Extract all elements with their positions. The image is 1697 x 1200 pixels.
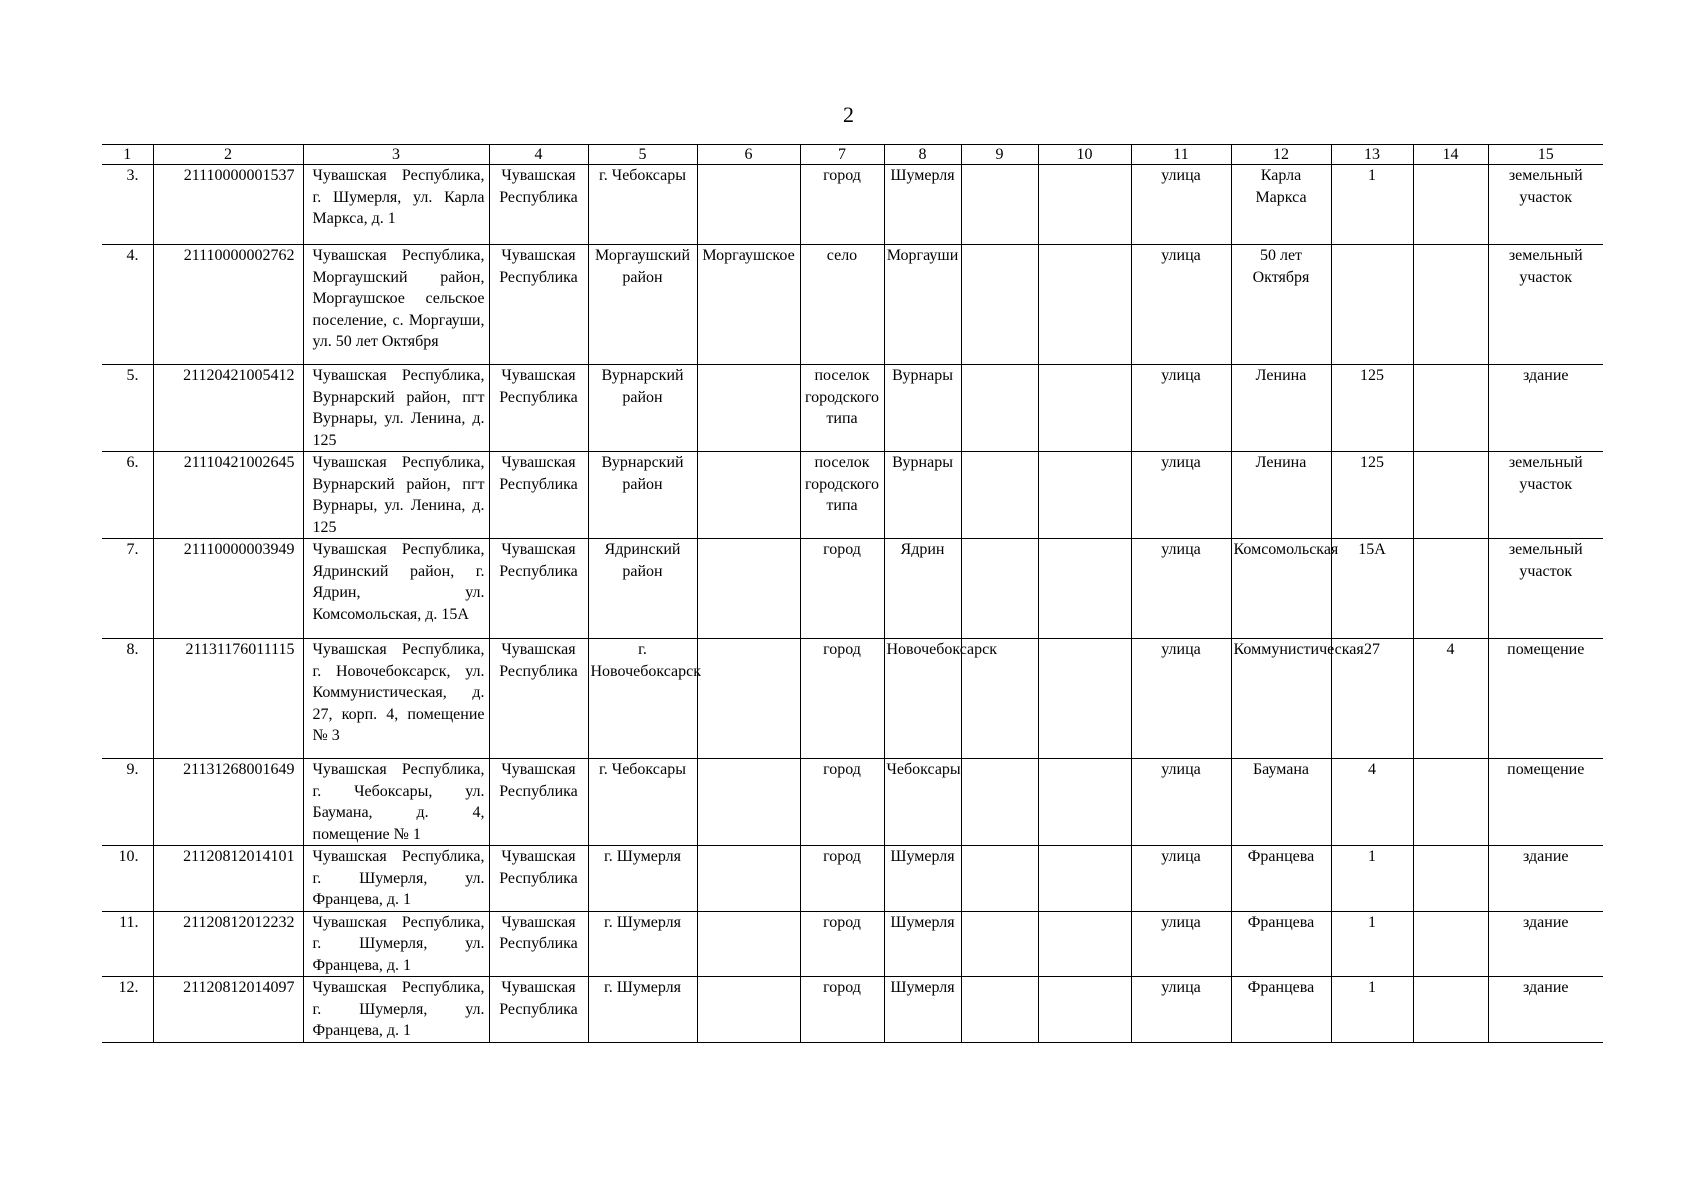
district-cell: г. Чебоксары — [588, 759, 697, 846]
locality-type-cell: город — [800, 977, 884, 1043]
column-number: 2 — [153, 145, 303, 165]
locality-name-cell: Шумерля — [884, 911, 961, 977]
settlement-cell — [697, 846, 800, 912]
street-name-cell: Баумана — [1231, 759, 1331, 846]
unit-number-cell — [1413, 452, 1488, 539]
street-name-cell: 50 лет Октября — [1231, 245, 1331, 365]
column-number: 9 — [961, 145, 1038, 165]
table-row — [102, 977, 1603, 1043]
row-number: 6. — [102, 452, 153, 539]
column-number: 8 — [884, 145, 961, 165]
table-row — [102, 165, 1603, 245]
settlement-cell — [697, 365, 800, 452]
full-address: Чувашская Республика, г. Чебоксары, ул. Баумана, д. 4, помещение № 1 — [303, 759, 489, 846]
table-row — [102, 911, 1603, 977]
street-name-cell: Комсомольская — [1231, 539, 1331, 639]
region-cell: Чувашская Республика — [489, 759, 588, 846]
column-10-cell — [1038, 846, 1131, 912]
locality-name-cell: Вурнары — [884, 365, 961, 452]
district-cell: г. Шумерля — [588, 846, 697, 912]
house-number-cell: 125 — [1331, 365, 1413, 452]
street-name-cell: Ленина — [1231, 365, 1331, 452]
object-code: 21120812014097 — [153, 977, 303, 1043]
object-type-cell: земельный участок — [1488, 539, 1603, 639]
column-10-cell — [1038, 977, 1131, 1043]
full-address: Чувашская Республика, г. Шумерля, ул. Карла Маркса, д. 1 — [303, 165, 489, 245]
object-type-cell: здание — [1488, 911, 1603, 977]
settlement-cell — [697, 639, 800, 759]
locality-type-cell: город — [800, 911, 884, 977]
column-9-cell — [961, 759, 1038, 846]
row-number: 9. — [102, 759, 153, 846]
full-address: Чувашская Республика, г. Новочебоксарск, ул. Коммунистическая, д. 27, корп. 4, помещение № 3 — [303, 639, 489, 759]
unit-number-cell — [1413, 977, 1488, 1043]
house-number-cell: 15А — [1331, 539, 1413, 639]
row-number: 4. — [102, 245, 153, 365]
column-number: 4 — [489, 145, 588, 165]
house-number-cell: 1 — [1331, 846, 1413, 912]
locality-name-cell: Новочебоксарск — [884, 639, 961, 759]
district-cell: г. Чебоксары — [588, 165, 697, 245]
column-10-cell — [1038, 452, 1131, 539]
street-type-cell: улица — [1131, 639, 1231, 759]
region-cell: Чувашская Республика — [489, 365, 588, 452]
street-name-cell: Карла Маркса — [1231, 165, 1331, 245]
street-name-cell: Францева — [1231, 911, 1331, 977]
district-cell: Вурнарский район — [588, 365, 697, 452]
house-number-cell: 1 — [1331, 165, 1413, 245]
region-cell: Чувашская Республика — [489, 539, 588, 639]
street-name-cell: Коммунистическая — [1231, 639, 1331, 759]
full-address: Чувашская Республика, Ядринский район, г. Ядрин, ул. Комсомольская, д. 15А — [303, 539, 489, 639]
column-number: 12 — [1231, 145, 1331, 165]
row-number: 12. — [102, 977, 153, 1043]
region-cell: Чувашская Республика — [489, 977, 588, 1043]
table-row — [102, 245, 1603, 365]
object-code: 21120812012232 — [153, 911, 303, 977]
column-number: 3 — [303, 145, 489, 165]
house-number-cell: 125 — [1331, 452, 1413, 539]
column-number: 7 — [800, 145, 884, 165]
column-number: 10 — [1038, 145, 1131, 165]
settlement-cell — [697, 165, 800, 245]
object-type-cell: здание — [1488, 846, 1603, 912]
object-type-cell: помещение — [1488, 759, 1603, 846]
unit-number-cell — [1413, 911, 1488, 977]
district-cell: г. Новочебоксарск — [588, 639, 697, 759]
unit-number-cell — [1413, 365, 1488, 452]
house-number-cell: 1 — [1331, 911, 1413, 977]
settlement-cell — [697, 759, 800, 846]
column-9-cell — [961, 846, 1038, 912]
object-code: 21110000003949 — [153, 539, 303, 639]
district-cell: Моргаушский район — [588, 245, 697, 365]
district-cell: Ядринский район — [588, 539, 697, 639]
full-address: Чувашская Республика, г. Шумерля, ул. Францева, д. 1 — [303, 846, 489, 912]
district-cell: г. Шумерля — [588, 911, 697, 977]
region-cell: Чувашская Республика — [489, 245, 588, 365]
table-row — [102, 452, 1603, 539]
house-number-cell: 1 — [1331, 977, 1413, 1043]
region-cell: Чувашская Республика — [489, 639, 588, 759]
locality-name-cell: Ядрин — [884, 539, 961, 639]
column-10-cell — [1038, 165, 1131, 245]
column-10-cell — [1038, 911, 1131, 977]
locality-type-cell: город — [800, 539, 884, 639]
column-9-cell — [961, 245, 1038, 365]
district-cell: Вурнарский район — [588, 452, 697, 539]
street-type-cell: улица — [1131, 911, 1231, 977]
column-10-cell — [1038, 759, 1131, 846]
object-code: 21131176011115 — [153, 639, 303, 759]
unit-number-cell — [1413, 539, 1488, 639]
locality-type-cell: поселок городского типа — [800, 365, 884, 452]
column-number: 15 — [1488, 145, 1603, 165]
object-code: 21120812014101 — [153, 846, 303, 912]
row-number: 8. — [102, 639, 153, 759]
full-address: Чувашская Республика, Моргаушский район, Моргаушское сельское поселение, с. Моргауши, ул. 50 лет Октября — [303, 245, 489, 365]
table-row — [102, 365, 1603, 452]
street-type-cell: улица — [1131, 452, 1231, 539]
street-type-cell: улица — [1131, 165, 1231, 245]
object-code: 21110000002762 — [153, 245, 303, 365]
full-address: Чувашская Республика, Вурнарский район, пгт Вурнары, ул. Ленина, д. 125 — [303, 452, 489, 539]
row-number: 7. — [102, 539, 153, 639]
object-type-cell: земельный участок — [1488, 165, 1603, 245]
column-number: 5 — [588, 145, 697, 165]
object-type-cell: здание — [1488, 977, 1603, 1043]
street-type-cell: улица — [1131, 245, 1231, 365]
region-cell: Чувашская Республика — [489, 911, 588, 977]
object-code: 21131268001649 — [153, 759, 303, 846]
unit-number-cell — [1413, 846, 1488, 912]
locality-type-cell: город — [800, 759, 884, 846]
district-cell: г. Шумерля — [588, 977, 697, 1043]
column-9-cell — [961, 977, 1038, 1043]
street-name-cell: Францева — [1231, 846, 1331, 912]
street-name-cell: Ленина — [1231, 452, 1331, 539]
locality-name-cell: Шумерля — [884, 846, 961, 912]
row-number: 11. — [102, 911, 153, 977]
street-type-cell: улица — [1131, 977, 1231, 1043]
object-code: 21110421002645 — [153, 452, 303, 539]
object-code: 21110000001537 — [153, 165, 303, 245]
locality-name-cell: Моргауши — [884, 245, 961, 365]
table-body — [102, 145, 1603, 1043]
full-address: Чувашская Республика, г. Шумерля, ул. Францева, д. 1 — [303, 977, 489, 1043]
street-type-cell: улица — [1131, 846, 1231, 912]
unit-number-cell — [1413, 245, 1488, 365]
settlement-cell — [697, 452, 800, 539]
column-number-row — [102, 145, 1603, 165]
column-9-cell — [961, 365, 1038, 452]
table-row — [102, 639, 1603, 759]
unit-number-cell: 4 — [1413, 639, 1488, 759]
column-number: 1 — [102, 145, 153, 165]
region-cell: Чувашская Республика — [489, 165, 588, 245]
street-type-cell: улица — [1131, 759, 1231, 846]
row-number: 3. — [102, 165, 153, 245]
locality-type-cell: город — [800, 846, 884, 912]
column-number: 13 — [1331, 145, 1413, 165]
street-type-cell: улица — [1131, 365, 1231, 452]
house-number-cell: 27 — [1331, 639, 1413, 759]
table-row — [102, 539, 1603, 639]
unit-number-cell — [1413, 759, 1488, 846]
settlement-cell — [697, 911, 800, 977]
full-address: Чувашская Республика, Вурнарский район, пгт Вурнары, ул. Ленина, д. 125 — [303, 365, 489, 452]
locality-name-cell: Вурнары — [884, 452, 961, 539]
page-number: 2 — [843, 102, 854, 127]
settlement-cell — [697, 977, 800, 1043]
table-row — [102, 846, 1603, 912]
locality-type-cell: город — [800, 165, 884, 245]
street-name-cell: Францева — [1231, 977, 1331, 1043]
locality-name-cell: Шумерля — [884, 977, 961, 1043]
row-number: 10. — [102, 846, 153, 912]
settlement-cell — [697, 539, 800, 639]
column-number: 11 — [1131, 145, 1231, 165]
house-number-cell: 4 — [1331, 759, 1413, 846]
column-10-cell — [1038, 365, 1131, 452]
locality-type-cell: поселок городского типа — [800, 452, 884, 539]
locality-name-cell: Чебоксары — [884, 759, 961, 846]
locality-name-cell: Шумерля — [884, 165, 961, 245]
object-type-cell: здание — [1488, 365, 1603, 452]
table-row — [102, 759, 1603, 846]
object-type-cell: помещение — [1488, 639, 1603, 759]
street-type-cell: улица — [1131, 539, 1231, 639]
object-type-cell: земельный участок — [1488, 245, 1603, 365]
region-cell: Чувашская Республика — [489, 452, 588, 539]
object-type-cell: земельный участок — [1488, 452, 1603, 539]
column-number: 6 — [697, 145, 800, 165]
address-registry-table — [102, 144, 1603, 1043]
column-10-cell — [1038, 245, 1131, 365]
locality-type-cell: город — [800, 639, 884, 759]
column-9-cell — [961, 539, 1038, 639]
row-number: 5. — [102, 365, 153, 452]
locality-type-cell: село — [800, 245, 884, 365]
column-9-cell — [961, 165, 1038, 245]
column-10-cell — [1038, 639, 1131, 759]
column-number: 14 — [1413, 145, 1488, 165]
object-code: 21120421005412 — [153, 365, 303, 452]
settlement-cell: Моргаушское — [697, 245, 800, 365]
column-9-cell — [961, 911, 1038, 977]
region-cell: Чувашская Республика — [489, 846, 588, 912]
full-address: Чувашская Республика, г. Шумерля, ул. Францева, д. 1 — [303, 911, 489, 977]
unit-number-cell — [1413, 165, 1488, 245]
house-number-cell — [1331, 245, 1413, 365]
column-9-cell — [961, 452, 1038, 539]
column-10-cell — [1038, 539, 1131, 639]
